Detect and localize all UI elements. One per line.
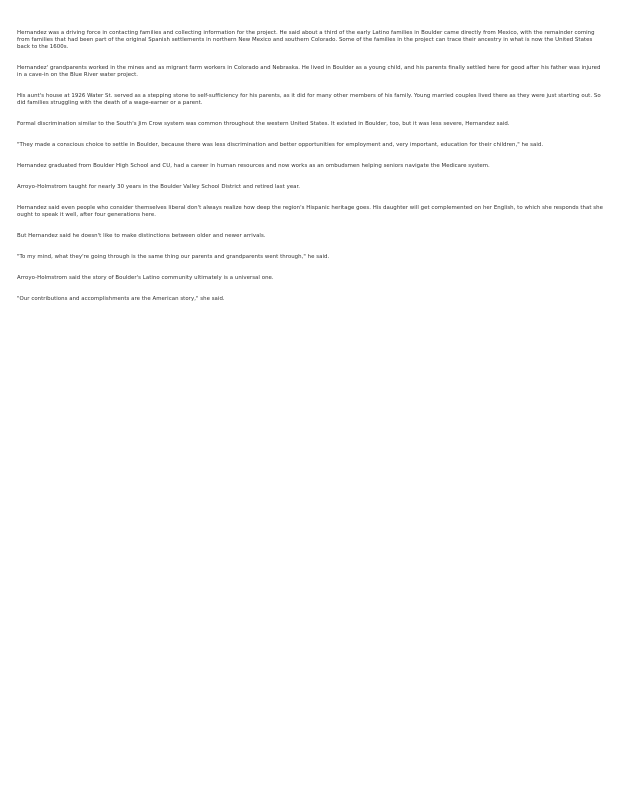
paragraph: Hernandez' grandparents worked in the mines and as migrant farm workers in Colorado and Nebraska. He lived in Boulder as a young child, and his parents finally settled here for good after his father was injured in a cave-in on the Blue River water project. (17, 65, 601, 78)
paragraph: Hernandez was a driving force in contacting families and collecting information for the project. He said about a third of the early Latino families in Boulder came directly from Mexico, with the remainder coming from families that had been part of the original Spanish settlements in northern New Mexico and southern Colorado. Some of the families in the project can trace their ancestry in what is now the United States back to the 1600s. (17, 30, 595, 50)
article-body (17, 30, 603, 303)
paragraph: Hernandez graduated from Boulder High School and CU, had a career in human resources and now works as an ombudsmen helping seniors navigate the Medicare system. (17, 163, 490, 169)
paragraph: "Our contributions and accomplishments are the American story," she said. (17, 296, 225, 302)
paragraph: Arroyo-Holmstrom taught for nearly 30 years in the Boulder Valley School District and retired last year. (17, 184, 301, 190)
paragraph: Arroyo-Holmstrom said the story of Boulder's Latino community ultimately is a universal one. (17, 275, 274, 281)
paragraph: His aunt's house at 1926 Water St. served as a stepping stone to self-sufficiency for his parents, as it did for many other members of his family. Young married couples lived there as they were just starting out. So did families struggling with the death of a wage-earner or a parent. (17, 93, 601, 106)
paragraph: But Hernandez said he doesn't like to make distinctions between older and newer arrivals. (17, 233, 266, 239)
paragraph: Formal discrimination similar to the South's Jim Crow system was common throughout the western United States. It existed in Boulder, too, but it was less severe, Hernandez said. (17, 121, 510, 127)
paragraph: "They made a conscious choice to settle in Boulder, because there was less discrimination and better opportunities for employment and, very important, education for their children," he said. (17, 142, 544, 148)
paragraph: Hernandez said even people who consider themselves liberal don't always realize how deep the region's Hispanic heritage goes. His daughter will get complemented on her English, to which she responds that she ought to speak it well, after four generations here. (17, 205, 603, 218)
paragraph: "To my mind, what they're going through is the same thing our parents and grandparents went through," he said. (17, 254, 330, 260)
